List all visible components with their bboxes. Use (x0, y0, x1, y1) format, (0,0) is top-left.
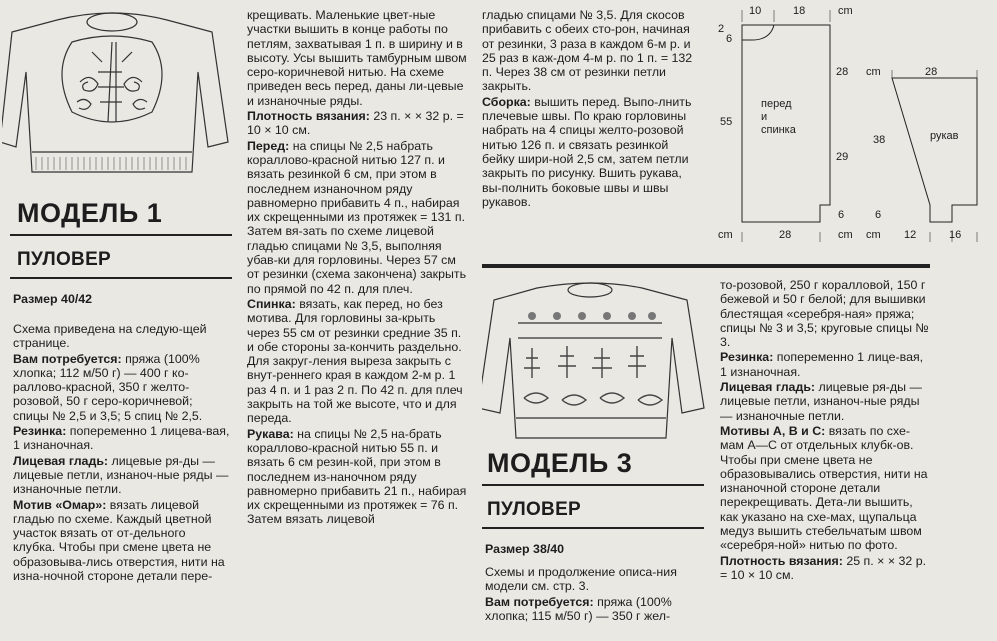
model3-col1-para: Вам потребуется: пряжа (100% хлопка; 115 м/50 г) — 350 г жел- (485, 594, 672, 623)
model3-column-2 (720, 278, 930, 640)
sleeve-label: рукав (930, 130, 959, 142)
model3-column-1 (485, 565, 705, 641)
dim-right-6: 6 (838, 209, 845, 221)
model3-col2-para: Резинка: попеременно 1 лице-вая, 1 изнаночная. (720, 350, 924, 379)
dim-left-55: 55 (720, 116, 733, 128)
model1-size: Размер 40/42 (13, 292, 93, 306)
model3-col2-para: Плотность вязания: 25 п. × × 32 р. = 10 × 10 см. (720, 553, 927, 582)
model3-size: Размер 38/40 (485, 542, 565, 556)
dim-sleeve-cm-bottom: cm (866, 229, 881, 241)
model3-subtitle: ПУЛОВЕР (487, 499, 582, 520)
model1-col2-para: Рукава: на спицы № 2,5 на-брать кораллово-красной нитью 55 п. и вязать 6 см резин-кой, при этом в последнем из-наночном ряду равномерно прибавить 21 п., набирая их скрещенными из протяжек = 76 п. Затем вязать лицевой (247, 426, 467, 527)
front-back-label-3: спинка (761, 124, 796, 136)
dim-bottom-28: 28 (779, 229, 792, 241)
model1-column-3 (482, 8, 698, 248)
model3-title: МОДЕЛЬ 3 (487, 448, 633, 478)
model1-col2-para: Перед: на спицы № 2,5 набрать кораллово-красной нитью 127 п. и вязать резинкой 6 см, при этом в последнем изнаночном ряду равномерно прибавить 4 п., набирая их скрещенными из протяжек = 131 п. Затем вя-зать по схеме лицевой гладью спицами № 3,5, выполняя убав-ки для горловины. Через 57 см от резинки (схема закончена) закрыть по прямой по 42 п. для плеч. (247, 138, 467, 296)
model1-column-1 (13, 322, 231, 640)
model3-col2-para: Мотивы А, В и С: вязать по схе-мам А—С от отдельных клубк-ов. Чтобы при смене цвета не образовывались отверстия, нити на изнаночной стороне детали перекрещивать. Дета-ли вышить, как указано на схе-мах, щупальца медуз вышить стебельчатым швом «серебря-ной» нитью по фото. (720, 423, 928, 553)
model1-sweater-sketch (2, 2, 232, 192)
model3-col2-para: Лицевая гладь: лицевые ря-ды — лицевые петли, изнаноч-ные ряды — изнаночные петли. (720, 380, 922, 423)
dim-left-6: 6 (726, 33, 733, 45)
model3-sweater-sketch (482, 278, 712, 458)
model1-col1-para: Лицевая гладь: лицевые ря-ды — лицевые петли, изнаноч-ные ряды — изнаночные петли. (13, 453, 229, 497)
model1-col1-para: Мотив «Омар»: вязать лицевой гладью по схеме. Каждый цветной участок вязать от от-дельного клубка. Чтобы при смене цвета не образовыва-лись отверстия, нити на изна-ночной стороне детали пере- (13, 497, 225, 584)
dim-left-2: 2 (718, 23, 725, 35)
model1-title: МОДЕЛЬ 1 (17, 198, 163, 228)
dim-sleeve-cm: cm (866, 66, 881, 78)
dim-bottom-cm-left: cm (718, 229, 733, 241)
dim-sleeve-16: 16 (949, 229, 962, 241)
model1-col3-para: Сборка: вышить перед. Выпо-лнить плечевые швы. По краю горловины набрать на 4 спицы желто-розовой нитью 126 п. и связать резинкой бейку шири-ной 2,5 см, затем петли закрыть по рисунку. Вшить рукава, вы-полнить боковые швы и швы рукавов. (482, 94, 692, 209)
model3-col1-para: Схемы и продолжение описа-ния модели см. стр. 3. (485, 565, 677, 594)
front-back-label-1: перед (761, 98, 792, 110)
dim-right-28: 28 (836, 66, 849, 78)
model1-title-rule (10, 234, 232, 236)
model1-col1-para: Резинка: попеременно 1 лицева-вая, 1 изнаночная. (13, 424, 230, 453)
model1-col1-para: Вам потребуется: пряжа (100% хлопка; 112 м/50 г) — 400 г ко-раллово-красной, 350 г желто-розовой, 50 г серо-коричневой; спицы № 2,5 и 3,5; 5 спиц № 2,5. (13, 351, 203, 423)
dim-sleeve-6: 6 (875, 209, 882, 221)
section-divider (482, 264, 930, 268)
dim-sleeve-38: 38 (873, 134, 886, 146)
dim-bottom-cm-right: cm (838, 229, 853, 241)
model1-col3-para: гладью спицами № 3,5. Для скосов прибавить с обеих сто-рон, начиная от резинки, 3 раза в каждом 6-м р. и 25 раз в каж-дом 4-м р. по 1 п. = 132 п. Через 38 см от резинки петли закрыть. (482, 8, 693, 94)
model1-column-2 (247, 8, 469, 640)
model1-col2-para: крещивать. Маленькие цвет-ные участки вышить в конце работы по петлям, захватывая 1 п. в ширину и в высоту. Усы вышить тамбурным швом серо-коричневой нитью. На схеме приведен весь перед, даны ли-цевые и изнаночные ряды. (247, 8, 467, 108)
model3-col2-para: то-розовой, 250 г коралловой, 150 г бежевой и 50 г белой; для вышивки блестящая «серебря-ная» пряжа; спицы № 3 и 3,5; круговые спицы № 3. (720, 278, 929, 350)
front-back-label-2: и (761, 111, 768, 123)
dim-top-cm: cm (838, 5, 853, 17)
model3-subtitle-rule (482, 527, 704, 529)
model1-subtitle-rule (10, 277, 232, 279)
model3-title-rule (482, 484, 704, 486)
dim-sleeve-28: 28 (925, 66, 938, 78)
dim-right-29: 29 (836, 151, 849, 163)
pattern-diagram (712, 0, 997, 250)
dim-top-18: 18 (793, 5, 806, 17)
model1-col1-para: Схема приведена на следую-щей странице. (13, 322, 207, 351)
dim-top-10: 10 (749, 5, 762, 17)
model1-col2-para: Спинка: вязать, как перед, но без мотива. Для горловины за-крыть через 55 см от резинки средние 35 п. и обе стороны за-кончить раздельно. Для закруг-ления выреза закрыть с внут-реннего края в каждом 2-м р. 1 раз 4 п. и 1 раз 2 п. По 42 п. для плеч закрыть на той же высоте, что и для переда. (247, 296, 463, 426)
model1-subtitle: ПУЛОВЕР (17, 249, 112, 270)
dim-sleeve-12: 12 (904, 229, 917, 241)
model1-col2-para: Плотность вязания: 23 п. × × 32 р. = 10 × 10 см. (247, 109, 464, 138)
